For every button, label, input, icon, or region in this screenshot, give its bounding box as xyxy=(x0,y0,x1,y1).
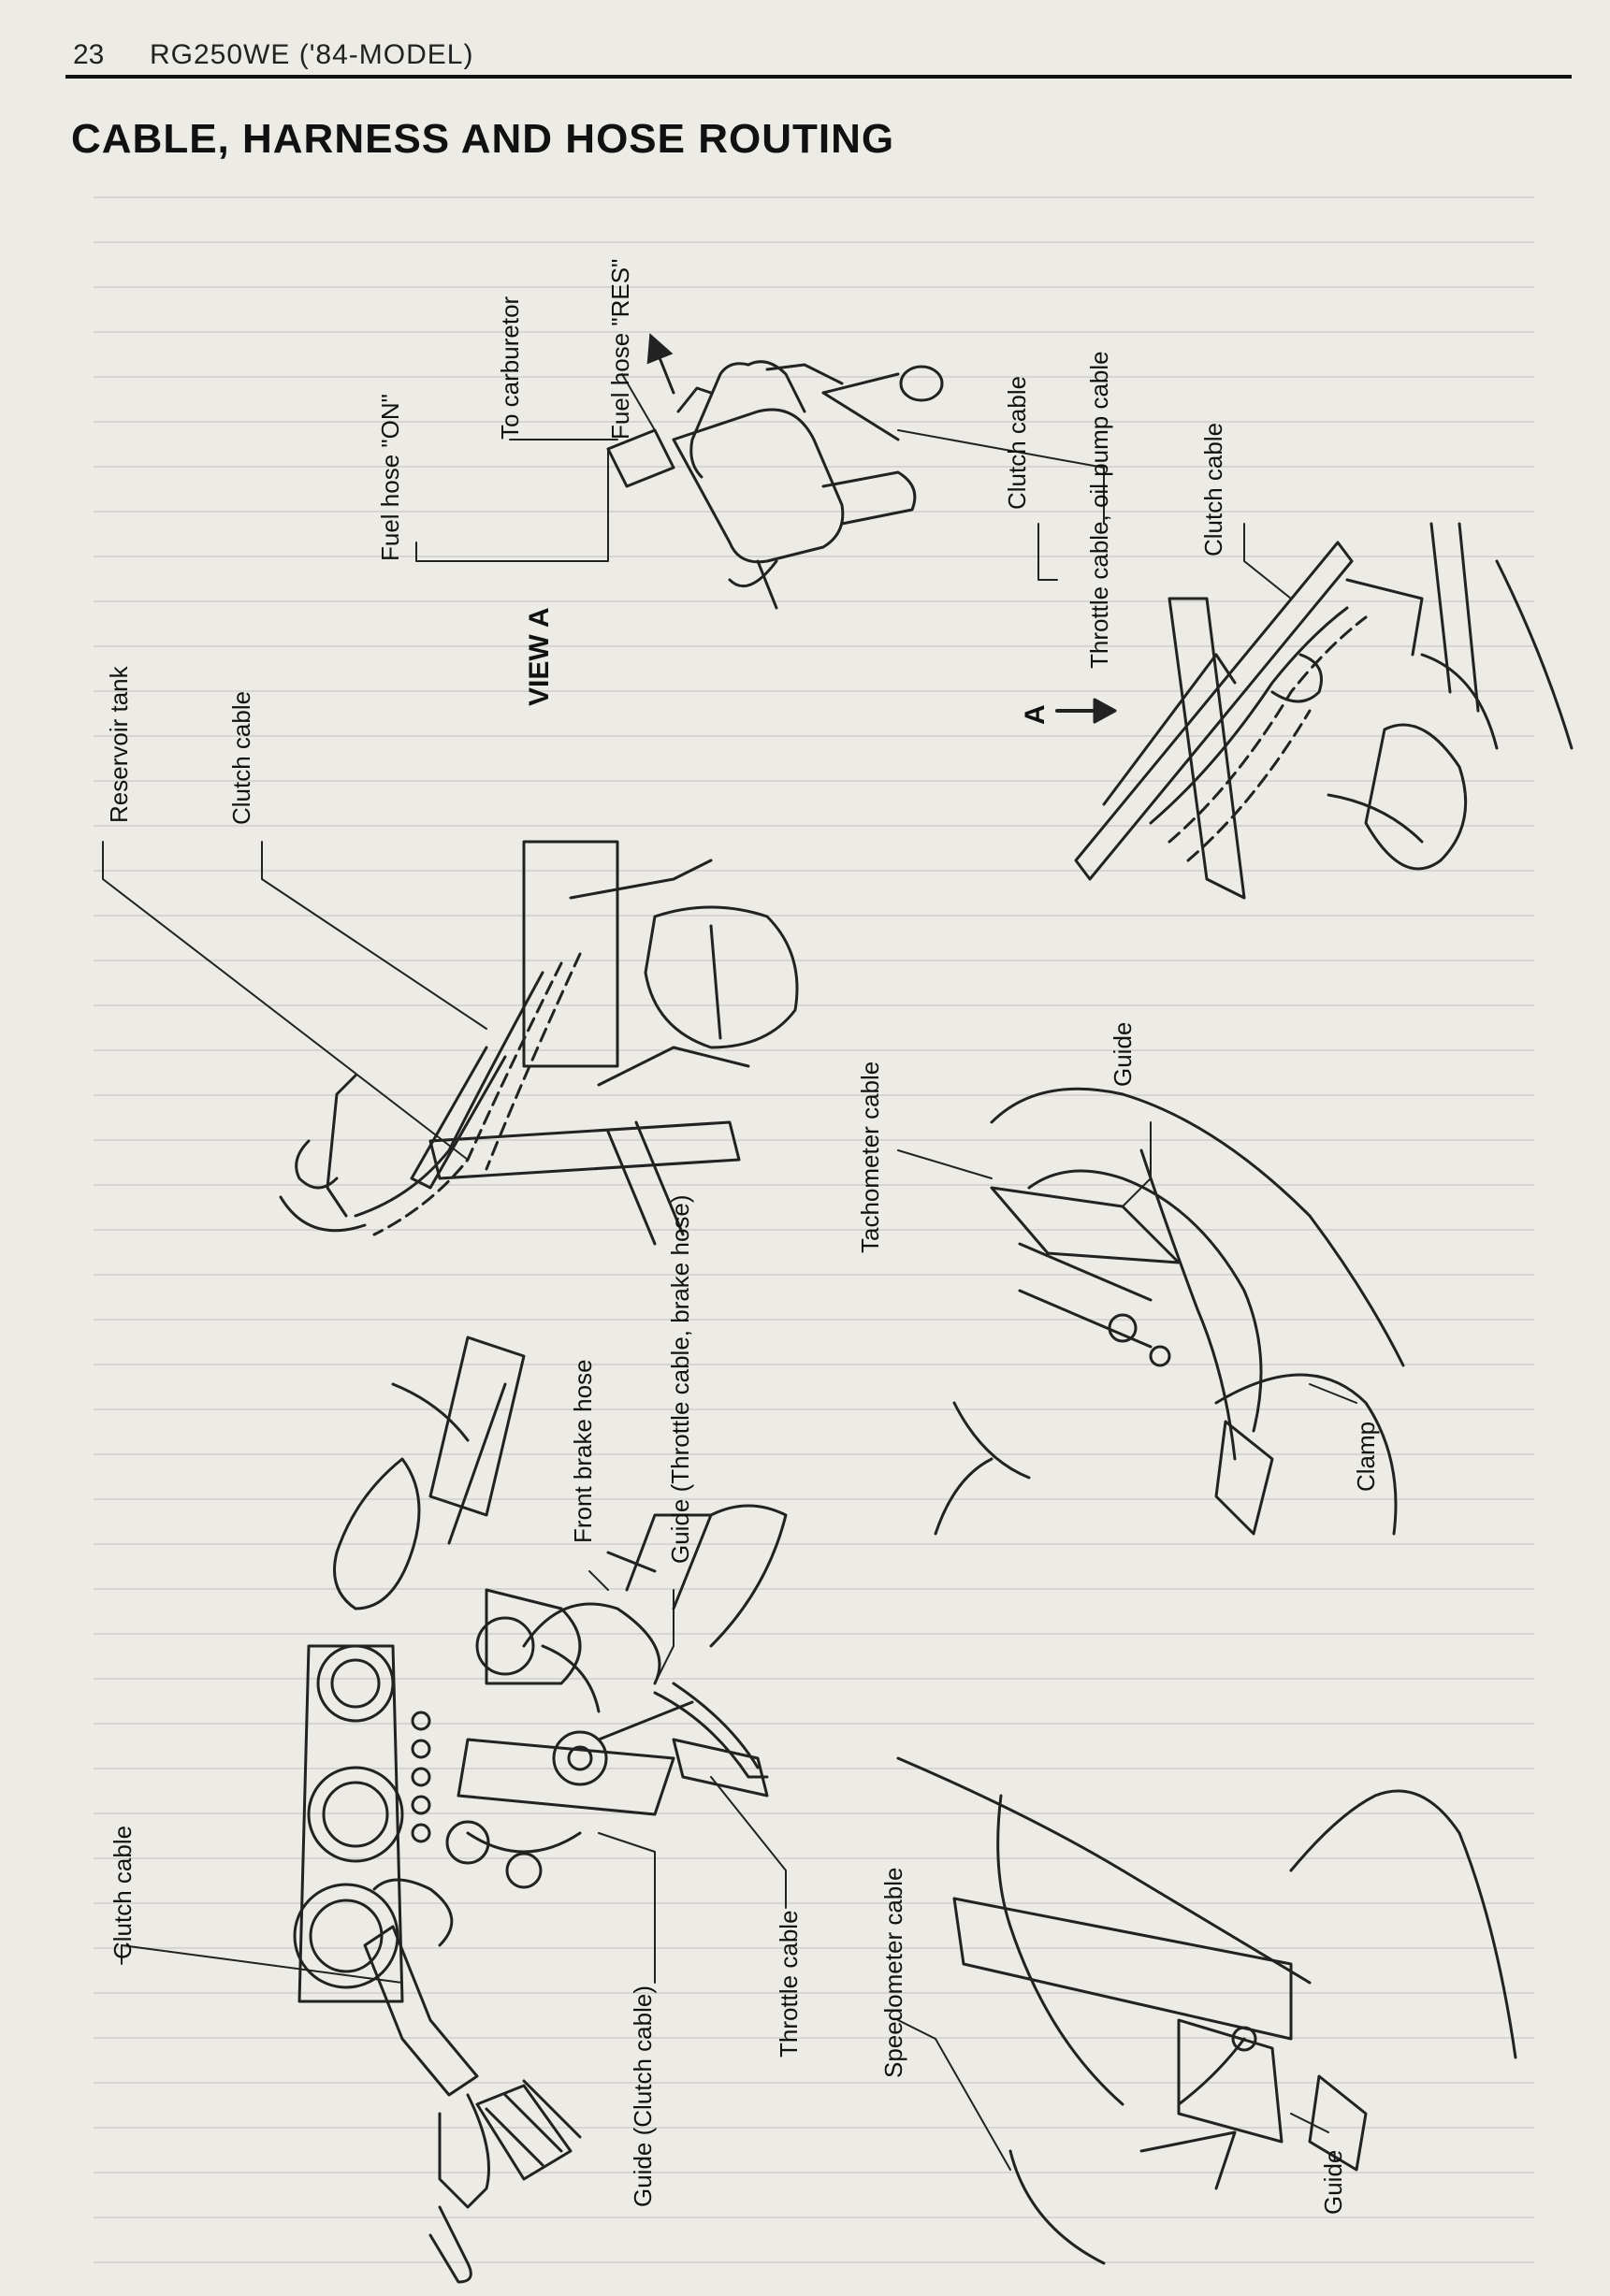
leader-lines xyxy=(103,374,1356,2170)
fuel-cock-drawing xyxy=(608,346,942,608)
page-title: CABLE, HARNESS AND HOSE ROUTING xyxy=(71,116,895,162)
frame-head-drawing xyxy=(1076,524,1572,898)
label-reservoir-tank: Reservoir tank xyxy=(105,666,133,823)
tachometer-area-drawing xyxy=(936,1089,1403,1534)
label-throttle-cable: Throttle cable xyxy=(775,1910,803,2058)
label-to-carburetor: To carburetor xyxy=(496,296,524,440)
speedometer-area-drawing xyxy=(898,1758,1516,2263)
page-number: 23 xyxy=(73,39,105,70)
label-clamp: Clamp xyxy=(1352,1421,1380,1492)
label-clutch-cable-left: Clutch cable xyxy=(227,690,255,825)
label-clutch-cable-top: Clutch cable xyxy=(1003,375,1031,510)
label-clutch-cable-bottom: Clutch cable xyxy=(109,1825,137,1959)
label-guide-clutch: Guide (Clutch cable) xyxy=(629,1986,657,2207)
label-guide-throttle-brake: Guide (Throttle cable, brake hose) xyxy=(666,1194,694,1564)
label-tachometer-cable: Tachometer cable xyxy=(856,1061,884,1253)
handlebar-drawing xyxy=(295,1337,786,2282)
label-guide-tach: Guide xyxy=(1109,1021,1137,1087)
label-view-a: VIEW A xyxy=(524,607,555,706)
label-clutch-cable-right: Clutch cable xyxy=(1199,422,1227,556)
label-speedometer-cable: Speedometer cable xyxy=(879,1867,907,2078)
label-fuel-hose-on: Fuel hose "ON" xyxy=(376,394,404,561)
reservoir-area-drawing xyxy=(281,842,797,1244)
label-front-brake-hose: Front brake hose xyxy=(569,1359,597,1543)
label-arrow-a: A xyxy=(1020,704,1051,725)
label-fuel-hose-res: Fuel hose "RES" xyxy=(606,258,634,440)
model-label: RG250WE ('84-MODEL) xyxy=(150,39,474,70)
label-guide-speedo: Guide xyxy=(1319,2149,1347,2215)
label-throttle-oil-pump: Throttle cable, oil pump cable xyxy=(1085,351,1113,669)
